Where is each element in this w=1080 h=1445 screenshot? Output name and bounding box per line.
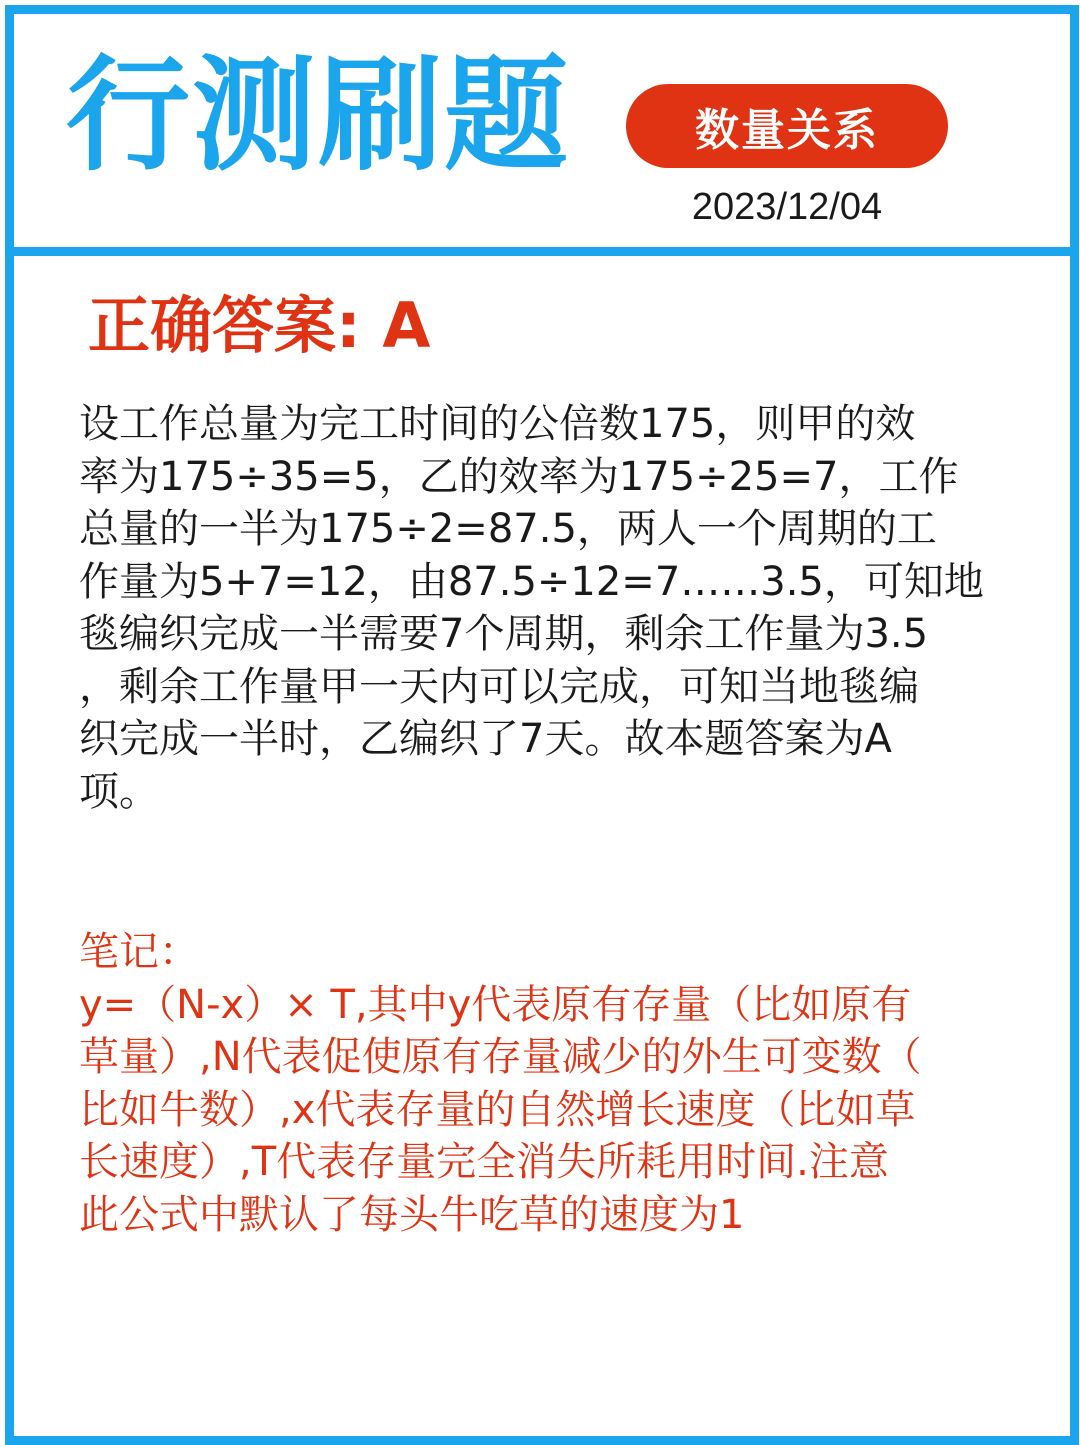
category-badge: 数量关系: [626, 84, 948, 168]
page-title: 行测刷题: [66, 44, 571, 188]
explanation-text: 设工作总量为完工时间的公倍数175，则甲的效 率为175÷35=5，乙的效率为175÷25=7，工作 总量的一半为175÷2=87.5，两人一个周期的工 作量为5+7=12，由87.5÷12=7……3.5，可知地 毯编织完成一半需要7个周期，剩余工作量为3.5 ，剩余工作量甲一天内可以完成，可知当地毯编 织完成一半时，乙编织了7天。故本题答案为A 项。: [79, 401, 984, 815]
answer-heading: 正确答案: A: [88, 289, 431, 362]
header: [14, 14, 1070, 256]
page-frame: [5, 5, 1079, 1445]
date-label: 2023/12/04: [691, 186, 883, 228]
notes-text: 笔记： y=（N-x）× T,其中y代表原有存量（比如原有 草量）,N代表促使原有存量减少的外生可变数（ 比如牛数）,x代表存量的自然增长速度（比如草 长速度）,T代表存量完全消失所耗用时间.注意 此公式中默认了每头牛吃草的速度为1: [79, 929, 922, 1238]
